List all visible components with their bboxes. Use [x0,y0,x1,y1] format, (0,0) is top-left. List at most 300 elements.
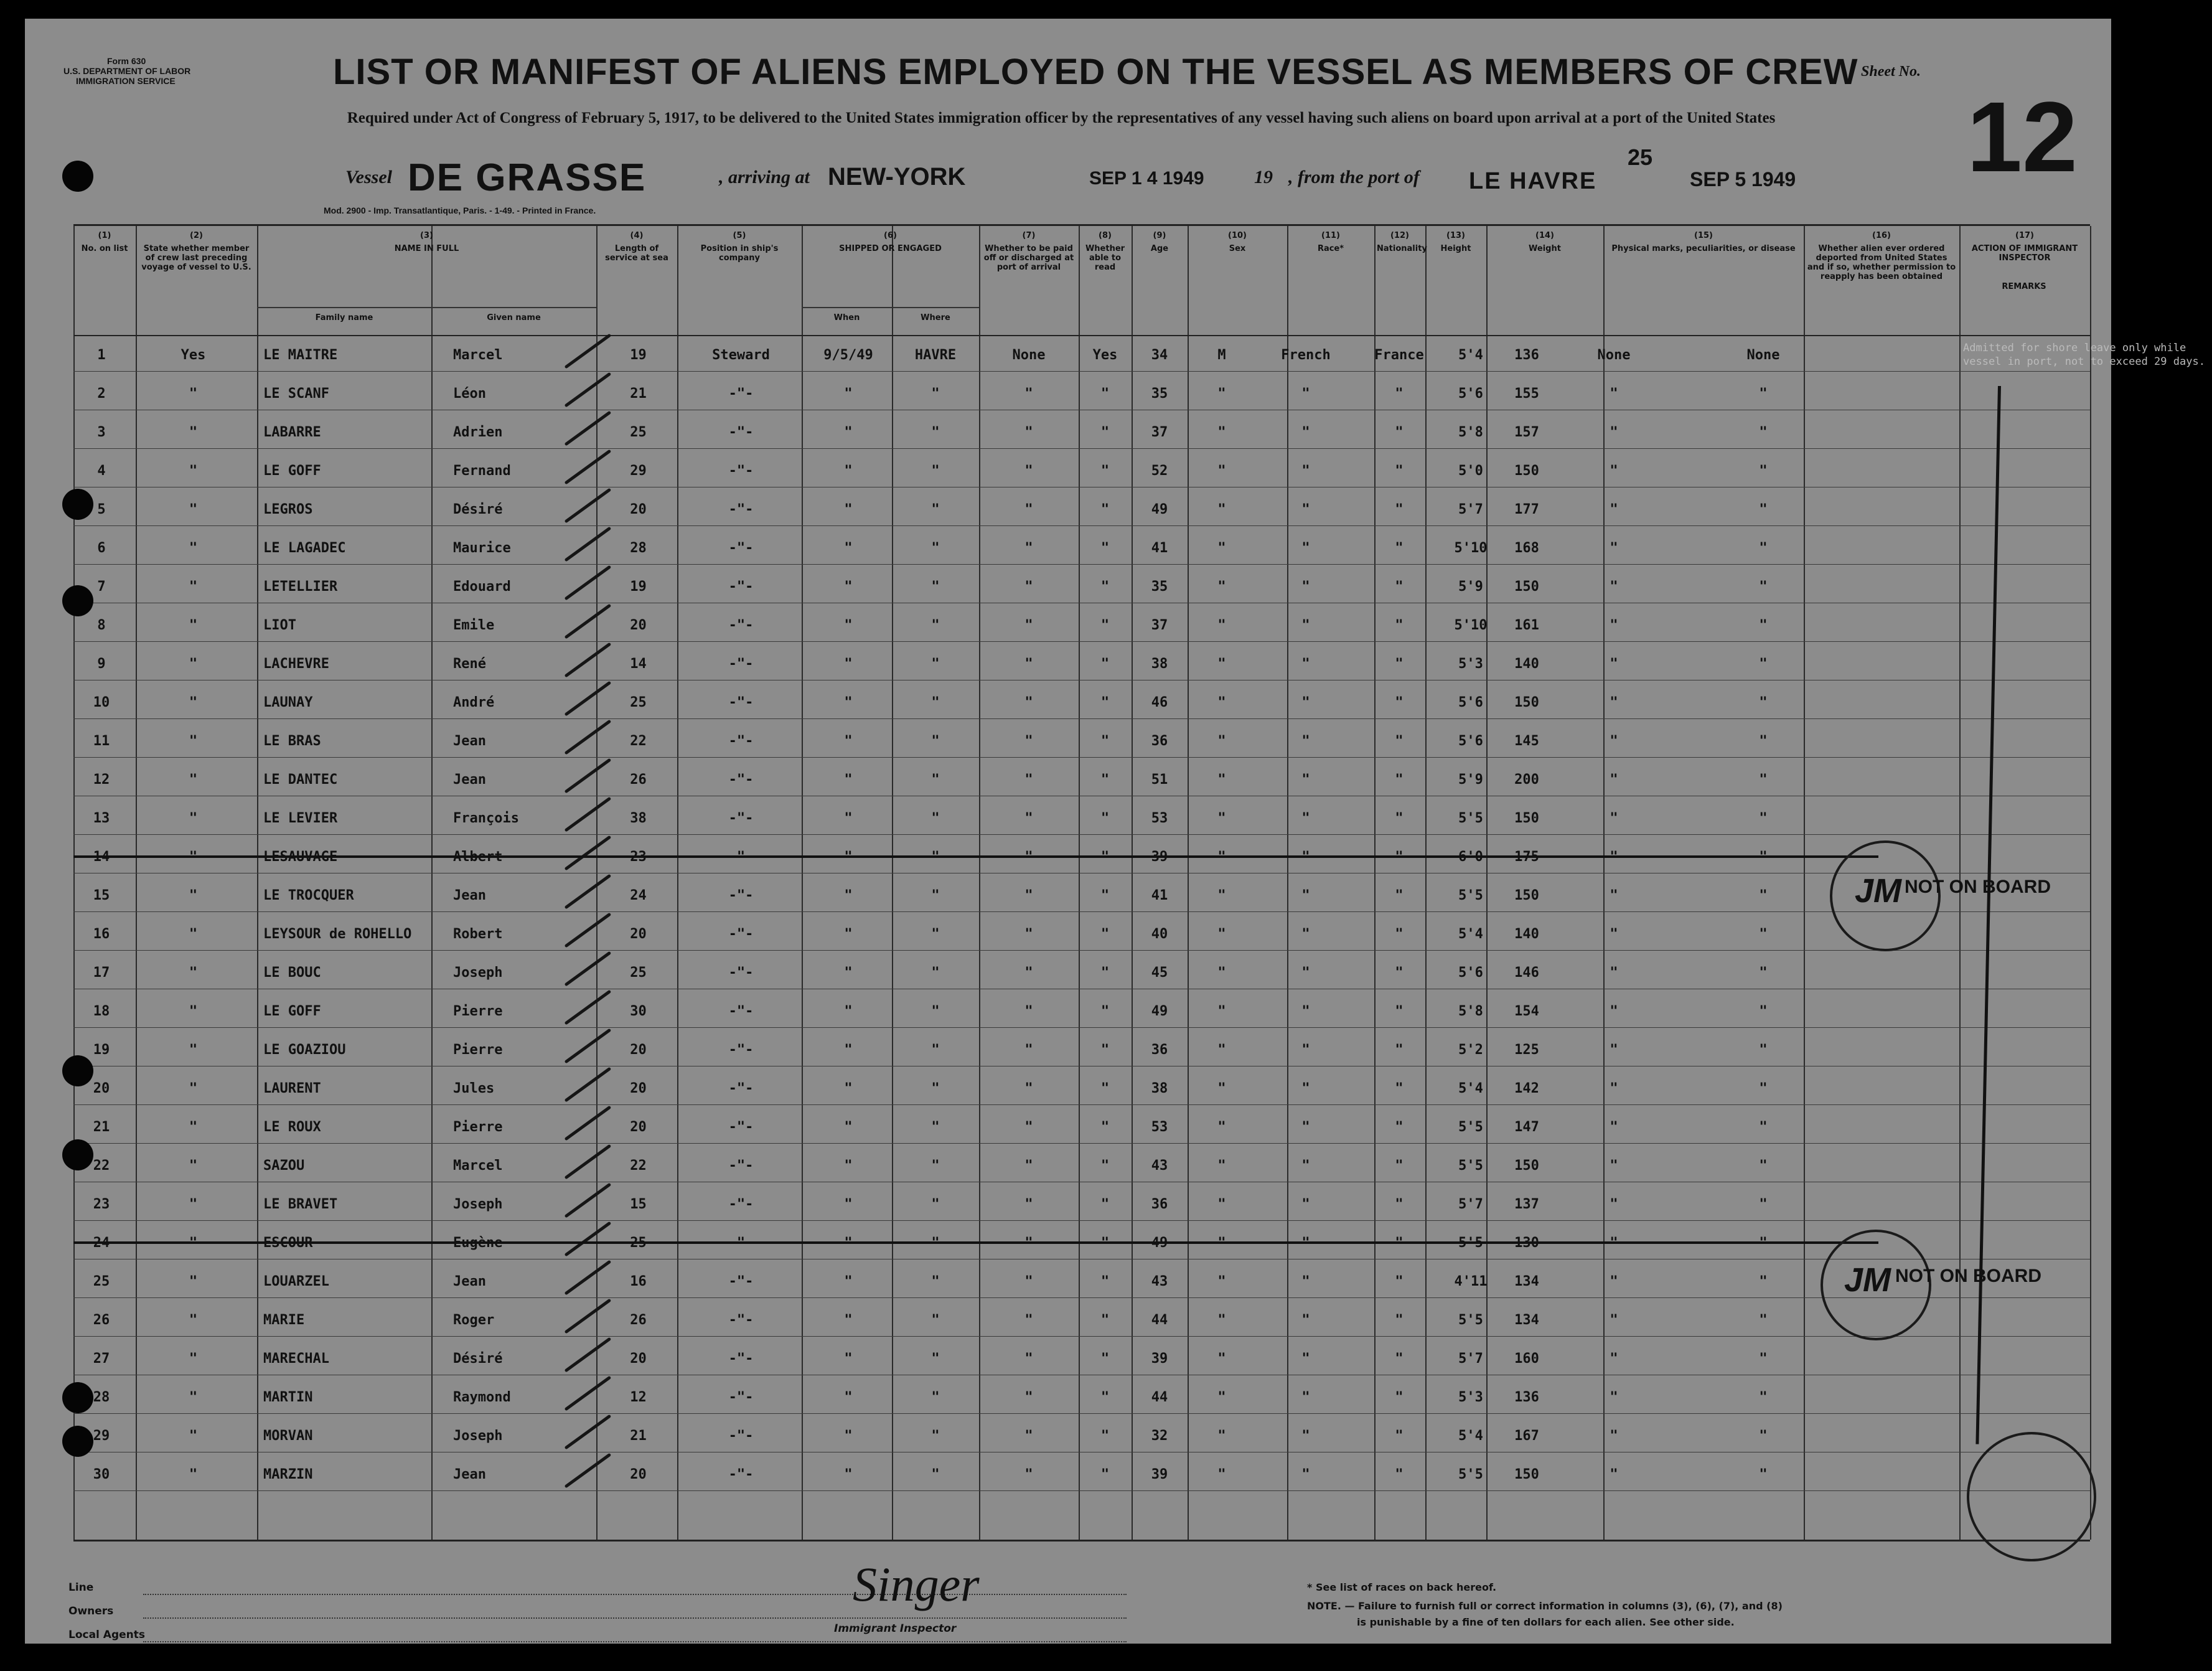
cell-prev: " [189,386,198,402]
cell-where: " [931,811,940,826]
table-row [73,1229,2090,1268]
cell-race: " [1301,1004,1310,1019]
table-row [73,1345,2090,1383]
punch-hole-2 [62,489,93,520]
cell-read: " [1100,1081,1110,1096]
cell-when: " [844,772,853,788]
cell-race: " [1301,1467,1310,1482]
cell-weight: 161 [1514,618,1539,633]
column-header [1428,231,1484,253]
cell-given: Robert [453,926,503,942]
cell-nat: " [1395,1274,1404,1289]
cell-weight: 140 [1514,656,1539,672]
agents-rule [143,1641,1127,1642]
cell-position: -"- [728,733,754,749]
cell-where: " [931,386,940,402]
cell-sex: " [1217,1119,1226,1135]
cell-prev: " [189,463,198,479]
cell-read: " [1100,965,1110,981]
cell-height: 5'2 [1458,1042,1483,1058]
cell-age: 38 [1151,1081,1168,1096]
cell-prev: " [189,695,198,710]
table-row [73,1306,2090,1345]
cell-deported: " [1759,811,1768,826]
column-header [680,231,799,263]
column-label: Race* [1317,244,1344,253]
cell-service: 20 [630,926,647,942]
stamp-initials-1: JM [1855,872,1902,910]
cell-race: " [1301,425,1310,440]
column-rule [2090,226,2091,1540]
cell-service: 26 [630,1312,647,1328]
cell-prev: " [189,965,198,981]
cell-when: " [844,1158,853,1174]
cell-marks: " [1610,618,1618,633]
cell-no: 30 [93,1467,110,1482]
table-row [73,804,2090,843]
cell-service: 20 [630,1467,647,1482]
cell-age: 43 [1151,1274,1168,1289]
cell-weight: 136 [1514,1390,1539,1405]
remarks-header: REMARKS [2002,282,2046,291]
column-label: SHIPPED OR ENGAGED [839,244,942,253]
cell-given: Marcel [453,347,503,363]
cell-height: 5'10 [1454,618,1488,633]
cell-position: -"- [728,1004,754,1019]
cell-service: 29 [630,463,647,479]
cell-weight: 146 [1514,965,1539,981]
cell-where: " [931,425,940,440]
cell-prev: " [189,1119,198,1135]
cell-given: Jean [453,1467,486,1482]
cell-where: " [931,965,940,981]
document-subtitle: Required under Act of Congress of February 5, 1917, to be delivered to the United States immigration officer by the representatives of any vessel having such aliens on board upon arrival at a port of the United States [347,110,1776,126]
cell-height: 5'9 [1458,772,1483,788]
cell-nat: " [1395,656,1404,672]
cell-no: 26 [93,1312,110,1328]
cell-marks: None [1597,347,1631,363]
cell-position: -"- [728,656,754,672]
cell-paid: " [1024,1081,1033,1096]
cell-sex: " [1217,463,1226,479]
cell-prev: " [189,811,198,826]
cell-no: 21 [93,1119,110,1135]
cell-deported: " [1759,656,1768,672]
cell-marks: " [1610,386,1618,402]
cell-given: Adrien [453,425,503,440]
cell-read: " [1100,1158,1110,1174]
cell-given: Désiré [453,502,503,517]
strike-through-line [73,855,1878,858]
cell-no: 12 [93,772,110,788]
cell-height: 5'5 [1458,1467,1483,1482]
cell-marks: " [1610,1467,1618,1482]
cell-given: Pierre [453,1042,503,1058]
column-header [1806,231,1957,281]
cell-sex: " [1217,1351,1226,1367]
cell-sex: " [1217,695,1226,710]
cell-sex: " [1217,1197,1226,1212]
cell-marks: " [1610,463,1618,479]
cell-prev: " [189,1467,198,1482]
cell-family: LE DANTEC [263,772,338,788]
cell-age: 36 [1151,733,1168,749]
cell-age: 51 [1151,772,1168,788]
cell-paid: " [1024,463,1033,479]
cell-prev: " [189,1158,198,1174]
cell-service: 25 [630,425,647,440]
cell-race: " [1301,540,1310,556]
cell-read: " [1100,695,1110,710]
column-header [138,231,255,272]
cell-where: " [931,926,940,942]
column-number: (14) [1535,231,1554,240]
cell-family: LE BRAVET [263,1197,338,1212]
cell-when: " [844,1042,853,1058]
service-name: IMMIGRATION SERVICE [76,76,176,86]
cell-prev: Yes [180,347,206,363]
column-subheader: Where [921,313,950,322]
cell-race: French [1281,347,1331,363]
cell-prev: " [189,502,198,517]
cell-age: 46 [1151,695,1168,710]
cell-given: Marcel [453,1158,503,1174]
cell-family: LETELLIER [263,579,338,595]
cell-when: " [844,463,853,479]
cell-given: René [453,656,486,672]
column-label: Physical marks, peculiarities, or disease [1611,244,1796,253]
cell-when: " [844,618,853,633]
agents-label: Local Agents [68,1629,146,1641]
cell-race: " [1301,695,1310,710]
cell-marks: " [1610,811,1618,826]
cell-read: " [1100,1197,1110,1212]
cell-marks: " [1610,1081,1618,1096]
cell-sex: " [1217,579,1226,595]
cell-when: " [844,1119,853,1135]
cell-paid: " [1024,1158,1033,1174]
column-label: Length of service at sea [605,244,668,263]
table-row [73,650,2090,689]
cell-given: Jean [453,733,486,749]
table-row [73,418,2090,457]
cell-marks: " [1610,1004,1618,1019]
cell-height: 5'5 [1458,1312,1483,1328]
cell-no: 5 [97,502,106,517]
column-number: (1) [98,231,111,240]
cell-family: MARECHAL [263,1351,329,1367]
cell-given: Fernand [453,463,511,479]
table-row [73,380,2090,418]
cell-weight: 150 [1514,579,1539,595]
cell-service: 25 [630,695,647,710]
cell-read: " [1100,1467,1110,1482]
cell-given: Joseph [453,1197,503,1212]
cell-no: 18 [93,1004,110,1019]
cell-when: " [844,386,853,402]
cell-given: Jean [453,772,486,788]
cell-family: SAZOU [263,1158,305,1174]
cell-read: " [1100,1274,1110,1289]
cell-position: -"- [728,1351,754,1367]
cell-nat: " [1395,1158,1404,1174]
form-number: Form 630 [107,56,146,66]
cell-read: Yes [1092,347,1118,363]
arrival-date: SEP 1 4 1949 [1089,168,1204,189]
cell-no: 16 [93,926,110,942]
cell-deported: " [1759,540,1768,556]
cell-marks: " [1610,926,1618,942]
cell-where: " [931,1390,940,1405]
cell-where: " [931,888,940,903]
cell-position: -"- [728,1119,754,1135]
cell-family: LACHEVRE [263,656,329,672]
cell-where: " [931,1158,940,1174]
cell-when: 9/5/49 [823,347,873,363]
cell-no: 29 [93,1428,110,1444]
column-header [1377,231,1427,253]
cell-no: 17 [93,965,110,981]
cell-no: 20 [93,1081,110,1096]
cell-where: " [931,695,940,710]
cell-position: -"- [728,463,754,479]
cell-race: " [1301,1274,1310,1289]
cell-marks: " [1610,695,1618,710]
cell-read: " [1100,733,1110,749]
cell-age: 35 [1151,386,1168,402]
cell-deported: None [1746,347,1780,363]
cell-paid: " [1024,656,1033,672]
subheader-rule [802,307,979,308]
cell-deported: " [1759,502,1768,517]
column-subheader: Given name [487,313,541,322]
cell-deported: " [1759,888,1768,903]
cell-service: 38 [630,811,647,826]
table-row [73,882,2090,920]
cell-race: " [1301,965,1310,981]
column-number: (9) [1153,231,1166,240]
column-label: Age [1150,244,1169,253]
cell-when: " [844,1197,853,1212]
cell-position: -"- [728,926,754,942]
cell-age: 44 [1151,1390,1168,1405]
cell-position: -"- [728,1274,754,1289]
cell-prev: " [189,1004,198,1019]
cell-no: 11 [93,733,110,749]
column-subheader: When [833,313,860,322]
cell-when: " [844,888,853,903]
cell-prev: " [189,540,198,556]
cell-read: " [1100,1042,1110,1058]
cell-race: " [1301,502,1310,517]
column-header [1134,231,1185,253]
cell-paid: " [1024,733,1033,749]
punch-hole-3 [62,585,93,616]
cell-age: 34 [1151,347,1168,363]
cell-sex: " [1217,926,1226,942]
cell-family: LE GOFF [263,1004,321,1019]
cell-weight: 147 [1514,1119,1539,1135]
cell-service: 20 [630,1119,647,1135]
cell-sex: " [1217,1467,1226,1482]
inspector-signature: Singer [853,1557,980,1611]
cell-given: Jean [453,888,486,903]
cell-no: 2 [97,386,106,402]
cell-sex: " [1217,386,1226,402]
cell-nat: " [1395,1042,1404,1058]
cell-marks: " [1610,502,1618,517]
cell-age: 39 [1151,1467,1168,1482]
cell-marks: " [1610,1312,1618,1328]
cell-given: Pierre [453,1119,503,1135]
cell-deported: " [1759,772,1768,788]
cell-position: -"- [728,772,754,788]
cell-weight: 157 [1514,425,1539,440]
cell-sex: " [1217,1312,1226,1328]
column-number: (5) [733,231,746,240]
cell-family: LE BRAS [263,733,321,749]
cell-when: " [844,965,853,981]
consular-seal-3 [1967,1432,2096,1561]
vessel-label: Vessel [345,167,392,187]
cell-paid: " [1024,926,1033,942]
column-number: (11) [1321,231,1340,240]
cell-marks: " [1610,772,1618,788]
cell-given: Pierre [453,1004,503,1019]
note-races: * See list of races on back hereof. [1307,1581,1497,1593]
cell-race: " [1301,1390,1310,1405]
cell-weight: 136 [1514,347,1539,363]
cell-prev: " [189,1081,198,1096]
cell-read: " [1100,1351,1110,1367]
cell-when: " [844,579,853,595]
cell-weight: 150 [1514,888,1539,903]
cell-deported: " [1759,1004,1768,1019]
cell-paid: " [1024,540,1033,556]
cell-read: " [1100,656,1110,672]
column-number: (12) [1390,231,1409,240]
cell-weight: 154 [1514,1004,1539,1019]
cell-deported: " [1759,463,1768,479]
cell-age: 38 [1151,656,1168,672]
cell-paid: " [1024,1428,1033,1444]
cell-service: 20 [630,1042,647,1058]
cell-family: MORVAN [263,1428,313,1444]
cell-position: -"- [728,1042,754,1058]
cell-where: " [931,1274,940,1289]
cell-service: 20 [630,618,647,633]
cell-given: Jules [453,1081,495,1096]
cell-given: Maurice [453,540,511,556]
cell-race: " [1301,926,1310,942]
departure-day: 25 [1628,144,1653,170]
cell-given: Léon [453,386,486,402]
column-number: (6) [884,231,897,240]
cell-race: " [1301,1197,1310,1212]
cell-no: 6 [97,540,106,556]
cell-where: " [931,1428,940,1444]
cell-marks: " [1610,1428,1618,1444]
cell-where: " [931,1467,940,1482]
cell-where: " [931,540,940,556]
cell-deported: " [1759,1274,1768,1289]
cell-weight: 134 [1514,1312,1539,1328]
cell-when: " [844,1274,853,1289]
cell-nat: " [1395,1312,1404,1328]
punch-hole-1 [62,161,93,192]
punch-hole-5 [62,1139,93,1170]
cell-no: 23 [93,1197,110,1212]
cell-read: " [1100,425,1110,440]
cell-prev: " [189,1390,198,1405]
cell-where: " [931,1312,940,1328]
cell-paid: " [1024,811,1033,826]
column-subheader: Family name [315,313,373,322]
cell-race: " [1301,772,1310,788]
cell-given: Désiré [453,1351,503,1367]
cell-paid: " [1024,1467,1033,1482]
cell-deported: " [1759,1081,1768,1096]
table-row [73,1422,2090,1461]
cell-paid: " [1024,888,1033,903]
cell-family: LAUNAY [263,695,313,710]
cell-deported: " [1759,1119,1768,1135]
cell-paid: " [1024,772,1033,788]
cell-nat: France [1374,347,1424,363]
cell-no: 7 [97,579,106,595]
owners-rule [143,1617,1127,1619]
cell-weight: 150 [1514,811,1539,826]
table-row [73,1268,2090,1306]
cell-when: " [844,1390,853,1405]
cell-paid: " [1024,1274,1033,1289]
cell-age: 45 [1151,965,1168,981]
cell-age: 36 [1151,1042,1168,1058]
cell-weight: 160 [1514,1351,1539,1367]
column-label: Height [1440,244,1471,253]
column-number: (8) [1099,231,1112,240]
cell-sex: " [1217,888,1226,903]
column-label: No. on list [81,244,128,253]
cell-prev: " [189,733,198,749]
cell-sex: " [1217,1390,1226,1405]
cell-where: " [931,733,940,749]
printer-line: Mod. 2900 - Imp. Transatlantique, Paris. - 1-49. - Printed in France. [324,205,596,215]
cell-paid: " [1024,386,1033,402]
document-title: LIST OR MANIFEST OF ALIENS EMPLOYED ON THE VESSEL AS MEMBERS OF CREW [333,52,1858,92]
column-header [260,231,594,253]
cell-no: 9 [97,656,106,672]
cell-nat: " [1395,1119,1404,1135]
cell-paid: " [1024,1390,1033,1405]
cell-deported: " [1759,1312,1768,1328]
cell-no: 4 [97,463,106,479]
cell-age: 49 [1151,1004,1168,1019]
punch-hole-4 [62,1055,93,1086]
note-fine-1: NOTE. — Failure to furnish full or correct information in columns (3), (6), (7), and (8) [1307,1600,1783,1612]
cell-read: " [1100,1428,1110,1444]
cell-deported: " [1759,386,1768,402]
cell-read: " [1100,1390,1110,1405]
cell-weight: 145 [1514,733,1539,749]
column-number: (2) [190,231,203,240]
column-label: NAME IN FULL [394,244,459,253]
cell-marks: " [1610,965,1618,981]
cell-nat: " [1395,386,1404,402]
column-header [1962,231,2088,263]
cell-height: 5'8 [1458,425,1483,440]
cell-position: -"- [728,1467,754,1482]
